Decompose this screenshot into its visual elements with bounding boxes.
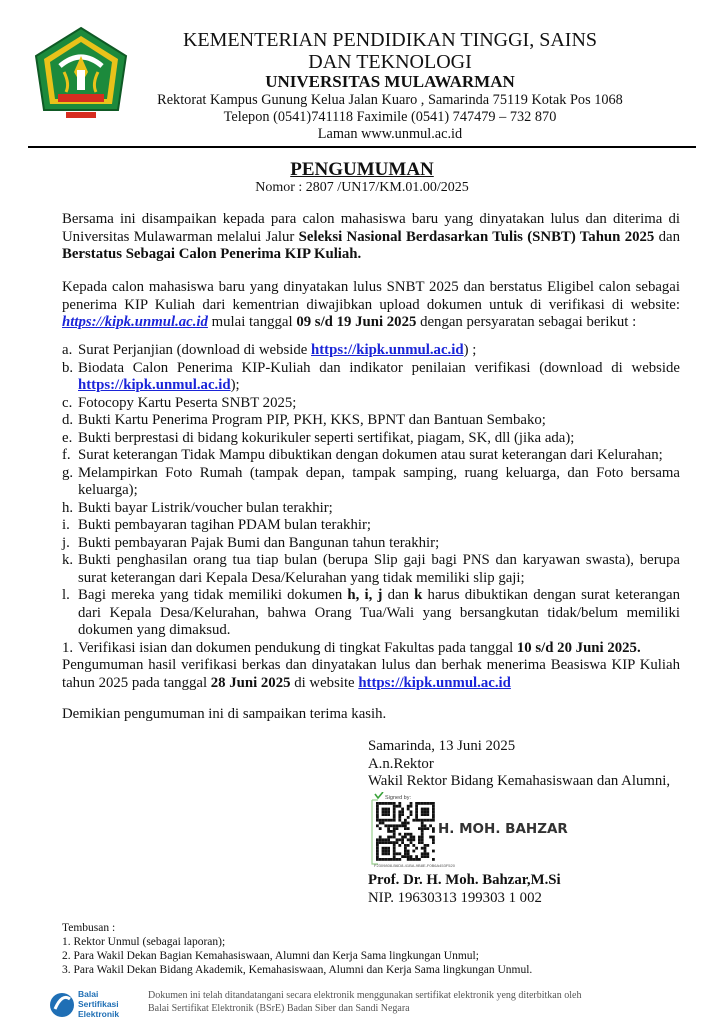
requirement-bold: 10 s/d 20 Juni 2025. — [516, 639, 641, 656]
tembusan-item: 2. Para Wakil Dekan Bagian Kemahasiswaan, Alumni dan Kerja Sama lingkungan Unmul; — [62, 950, 479, 962]
university-name: UNIVERSITAS MULAWARMAN — [265, 72, 515, 91]
check-icon — [375, 792, 383, 798]
address-line: Rektorat Kampus Gunung Kelua Jalan Kuaro , Samarinda 75119 Kotak Pos 1068 — [157, 92, 623, 108]
tembusan-item: 3. Para Wakil Dekan Bidang Akademik, Kemahasiswaan, Alumni dan Kerja Sama lingkungan Unmul. — [62, 964, 533, 976]
intro-bold: Seleksi Nasional Berdasarkan Tulis (SNBT) Tahun 2025 — [298, 228, 655, 245]
letterhead-divider — [28, 146, 696, 148]
signer-nip: NIP. 19630313 199303 1 002 — [368, 890, 542, 906]
requirement-text: Bukti berprestasi di bidang kokurikuler seperti sertifikat, piagam, SK, dll (jika ada); — [78, 429, 575, 446]
svg-text:Sertifikasi: Sertifikasi — [78, 999, 119, 1009]
closing-paragraph: Demikian pengumuman ini di sampaikan terima kasih. — [62, 706, 387, 722]
tembusan-item: 1. Rektor Unmul (sebagai laporan); — [62, 936, 226, 948]
requirement-text: Surat Perjanjian (download di webside — [78, 342, 312, 358]
requirement-item — [62, 465, 680, 500]
requirement-item — [62, 395, 680, 413]
requirement-text: Surat keterangan Tidak Mampu dibuktikan dengan dokumen atau surat keterangan dari Kelurahan; — [78, 447, 663, 463]
requirement-item — [62, 342, 680, 360]
requirement-label: e. — [62, 429, 73, 446]
requirement-text: Bagi mereka yang tidak memiliki dokumen — [78, 587, 348, 603]
result-date: 28 Juni 2025 — [210, 674, 291, 691]
bsre-logo — [48, 987, 138, 1023]
result-paragraph — [62, 657, 680, 692]
requirement-text: Melampirkan Foto Rumah (tampak depan, tampak samping, ruang keluarga, dan Foto bersama keluarga); — [78, 464, 680, 498]
requirement-text: Bukti bayar Listrik/voucher bulan terakhir; — [78, 499, 333, 516]
instruction-mid: mulai tanggal — [207, 314, 297, 330]
document-title: PENGUMUMAN — [290, 159, 434, 180]
electronic-signature-stamp — [368, 792, 584, 868]
ministry-line-2: DAN TEKNOLOGI — [308, 51, 472, 73]
requirement-label: c. — [62, 394, 73, 411]
requirement-label: d. — [62, 412, 74, 428]
requirement-text: harus dibuktikan dengan surat keterangan dari Kepala Desa/Kelurahan, bahwa Orang Tua/Wali yang bersangkutan tidak/belum memiliki dokumen yang dimaksud. — [78, 587, 680, 638]
signer-position: Wakil Rektor Bidang Kemahasiswaan dan Alumni, — [368, 773, 671, 789]
requirement-item — [62, 517, 680, 535]
instruction-text: Kepada calon mahasiswa baru yang dinyatakan lulus SNBT 2025 dan berstatus Eligibel calon sebagai penerima KIP Kuliah dari kementrian diwajibkan upload dokumen untuk di verifikasi di website: — [62, 279, 680, 313]
instruction-end: dengan persyaratan sebagai berikut : — [416, 314, 637, 330]
requirement-item — [62, 552, 680, 587]
requirement-text: Fotocopy Kartu Peserta SNBT 2025; — [78, 394, 297, 411]
requirement-label: k. — [62, 552, 74, 568]
requirement-text: Bukti pembayaran tagihan PDAM bulan terakhir; — [78, 517, 371, 533]
stamp-signer-name: H. MOH. BAHZAR — [438, 821, 568, 837]
website-line: Laman www.unmul.ac.id — [317, 126, 463, 142]
requirement-item — [62, 412, 680, 430]
result-link[interactable]: https://kipk.unmul.ac.id — [358, 674, 511, 691]
qr-code — [375, 801, 436, 862]
on-behalf: A.n.Rektor — [368, 756, 434, 772]
requirement-text: Bukti Kartu Penerima Program PIP, PKH, KKS, BPNT dan Bantuan Sembako; — [78, 412, 546, 428]
requirement-text: Bukti penghasilan orang tua tiap bulan (berupa Slip gaji bagi PNS dan karyawan swasta), berupa surat keterangan dari Kepala Desa/Kelurahan yang tidak memiliki slip gaji; — [78, 552, 680, 586]
intro-mid: dan — [654, 228, 680, 245]
svg-text:Elektronik: Elektronik — [78, 1009, 120, 1019]
requirement-label: a. — [62, 342, 73, 358]
requirement-item — [62, 535, 680, 553]
requirement-text: Biodata Calon Penerima KIP-Kuliah dan indikator penilaian verifikasi (download di webside — [78, 359, 680, 376]
svg-text:Balai: Balai — [78, 989, 99, 999]
requirement-label: j. — [62, 534, 70, 551]
kipk-link[interactable]: https://kipk.unmul.ac.id — [62, 314, 208, 330]
requirement-item — [62, 587, 680, 640]
requirement-item — [62, 430, 680, 448]
requirement-link[interactable]: https://kipk.unmul.ac.id — [78, 377, 231, 393]
stamp-id: F2309808-B6D8-41BA-9B8E-F0B6A453F520 — [374, 863, 455, 868]
requirement-text: dan — [382, 587, 415, 603]
instruction-paragraph — [62, 279, 680, 332]
requirement-item — [62, 500, 680, 518]
requirement-bold: h, i, j — [347, 587, 383, 603]
document-number: Nomor : 2807 /UN17/KM.01.00/2025 — [255, 180, 469, 195]
requirement-text: Bukti pembayaran Pajak Bumi dan Bangunan tahun terakhir; — [78, 534, 440, 551]
footer-note-2: Balai Sertifikat Elektronik (BSrE) Badan Siber dan Sandi Negara — [148, 1003, 410, 1014]
requirement-label: f. — [62, 447, 71, 463]
university-logo — [30, 26, 132, 122]
signed-by-label: Signed by: — [385, 795, 411, 801]
requirement-item — [62, 360, 680, 395]
requirement-label: l. — [62, 587, 70, 603]
place-date: Samarinda, 13 Juni 2025 — [368, 738, 516, 754]
requirement-label: 1. — [62, 639, 74, 656]
requirement-text: ); — [230, 377, 240, 393]
requirement-text: Verifikasi isian dan dokumen pendukung di tingkat Fakultas pada tanggal — [78, 639, 517, 656]
signer-name: Prof. Dr. H. Moh. Bahzar,M.Si — [368, 872, 561, 888]
phone-line: Telepon (0541)741118 Faximile (0541) 747479 – 732 870 — [223, 109, 557, 125]
footer-note-1: Dokumen ini telah ditandatangani secara elektronik menggunakan sertifikat elektronik yeng diterbitkan oleh — [148, 990, 582, 1001]
requirement-label: h. — [62, 499, 74, 516]
requirements-list — [62, 342, 680, 657]
requirement-item — [62, 447, 680, 465]
intro-text: Bersama ini disampaikan kepada para calon mahasiswa baru yang dinyatakan lulus dan diterima di Universitas Mulawarman melalui Jalur — [62, 211, 680, 245]
tembusan-heading: Tembusan : — [62, 922, 116, 934]
requirement-link[interactable]: https://kipk.unmul.ac.id — [311, 342, 464, 358]
requirement-label: i. — [62, 517, 70, 533]
upload-dates: 09 s/d 19 Juni 2025 — [296, 314, 417, 330]
requirement-item — [62, 640, 680, 658]
ministry-line-1: KEMENTERIAN PENDIDIKAN TINGGI, SAINS — [182, 29, 598, 51]
intro-bold-2: Berstatus Sebagai Calon Penerima KIP Kuliah. — [62, 246, 362, 262]
requirement-bold: k — [414, 587, 423, 603]
requirement-text: ) ; — [463, 342, 477, 358]
requirement-label: g. — [62, 464, 74, 481]
result-mid: di website — [290, 674, 359, 691]
intro-paragraph — [62, 211, 680, 264]
result-text: Pengumuman hasil verifikasi berkas dan dinyatakan lulus dan berhak menerima Beasiswa KIP Kuliah tahun 2025 pada tanggal — [62, 657, 680, 691]
requirement-label: b. — [62, 359, 74, 376]
